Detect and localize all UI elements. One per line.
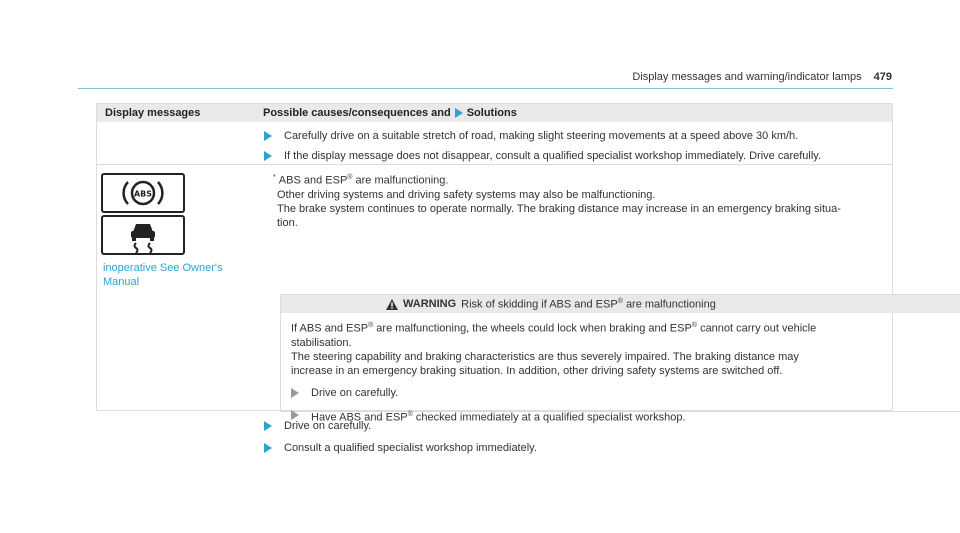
display-messages-table (96, 103, 893, 454)
step-item: Consult a qualified specialist workshop immediately. (264, 441, 884, 455)
warning-header (281, 295, 960, 313)
col1-header: Display messages (105, 107, 201, 119)
cause-line: * ABS and ESP® are malfunctioning. (273, 174, 449, 187)
svg-text:ABS: ABS (133, 189, 153, 199)
warning-body (281, 313, 960, 430)
warning-para-1: If ABS and ESP® are malfunctioning, the wheels could lock when braking and ESP® cannot carry out vehicle (291, 322, 817, 335)
table-row (97, 122, 892, 165)
step-item: Carefully drive on a suitable stretch of road, making slight steering movements at a speed above 30 km/h. (264, 129, 884, 143)
arrow-right-icon (264, 151, 272, 161)
warning-title: Risk of skidding if ABS and ESP® are malfunctioning (461, 297, 716, 311)
col2-header-suffix: Solutions (466, 107, 517, 119)
step-item: Drive on carefully. (264, 419, 884, 433)
esp-skid-icon (101, 215, 185, 255)
abs-warning-icon (101, 173, 185, 213)
arrow-right-icon (264, 421, 272, 431)
warning-triangle-icon (386, 299, 398, 310)
arrow-right-icon (455, 108, 463, 118)
cause-line-2: Other driving systems and driving safety systems may also be malfunctioning. (277, 188, 656, 201)
row2-steps-after (264, 419, 884, 455)
step-item: Have ABS and ESP® checked immediately at a qualified specialist workshop. (291, 408, 960, 425)
row2-causes (273, 171, 884, 230)
table-header (97, 104, 892, 122)
page-number: 479 (873, 71, 892, 83)
cause-line-4: tion. (277, 216, 298, 229)
arrow-right-icon (291, 388, 299, 398)
owners-manual-link[interactable]: inoperative See Owner's Manual (103, 262, 223, 288)
step-item: Drive on carefully. (291, 386, 960, 400)
warning-label: WARNING (403, 298, 457, 310)
row1-steps (264, 129, 884, 163)
col2-header (255, 107, 517, 119)
table-row (97, 165, 892, 454)
arrow-right-icon (264, 131, 272, 141)
warning-box (280, 294, 960, 424)
running-title: Display messages and warning/indicator lamps (632, 71, 862, 83)
warning-para-2b: increase in an emergency braking situation. In addition, other driving safety systems are switched off. (291, 364, 783, 377)
col2-header-text: Possible causes/consequences and (263, 107, 451, 119)
header-rule (78, 88, 893, 89)
cause-line-3: The brake system continues to operate normally. The braking distance may increase in an emergency braking situa- (277, 202, 841, 215)
running-header (632, 71, 892, 83)
warning-para-2: The steering capability and braking characteristics are thus severely impaired. The braking distance may (291, 350, 799, 363)
warning-para-1b: stabilisation. (291, 336, 352, 349)
arrow-right-icon (264, 443, 272, 453)
step-item: If the display message does not disappear, consult a qualified specialist workshop immediately. Drive carefully. (264, 149, 884, 163)
